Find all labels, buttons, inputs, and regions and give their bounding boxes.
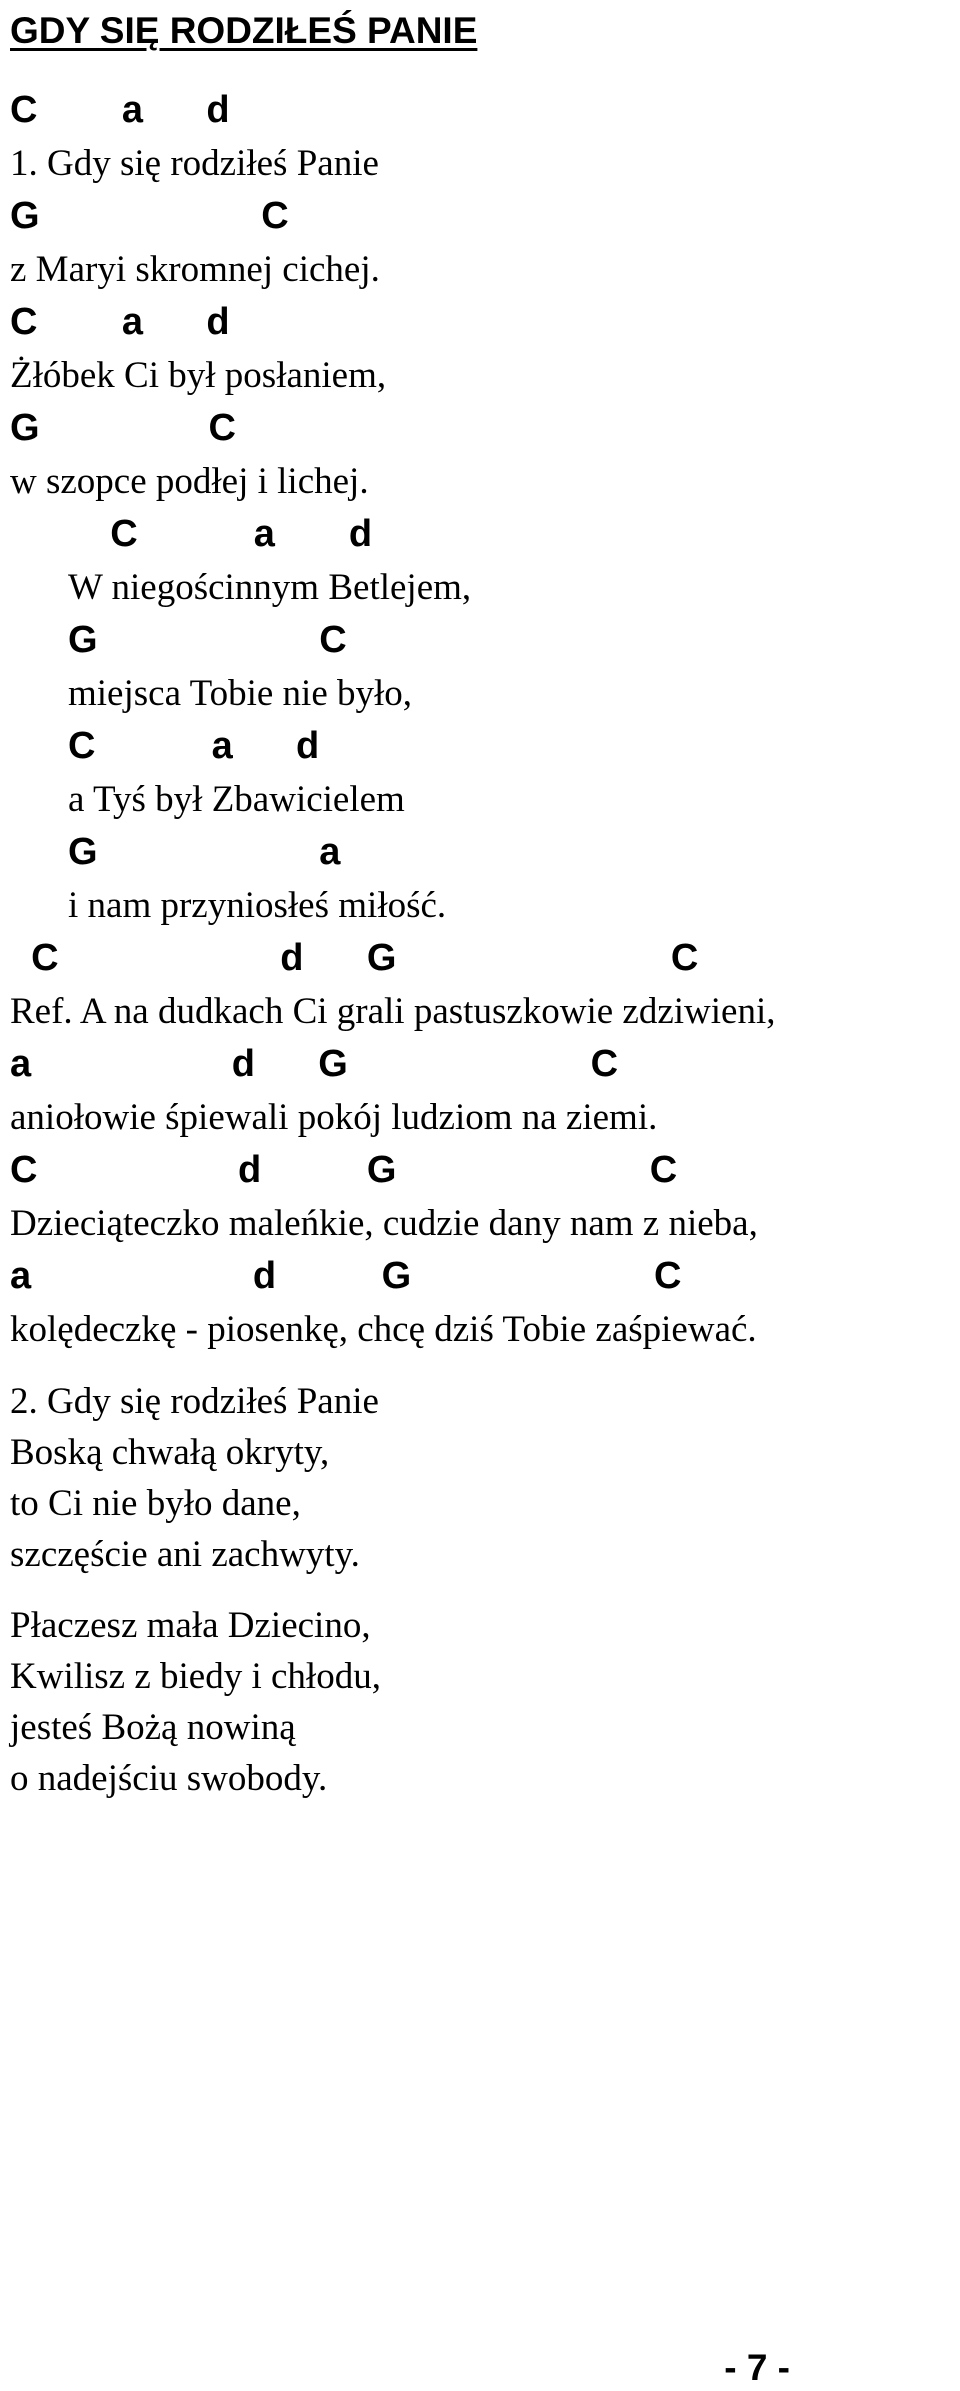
lyric-line: 2. Gdy się rodziłeś Panie bbox=[10, 1381, 379, 1422]
lyric-line: to Ci nie było dane, bbox=[10, 1483, 301, 1524]
chord-line-pair bbox=[0, 508, 960, 614]
chord-line-pair bbox=[0, 1038, 960, 1144]
chord-line: G C bbox=[68, 619, 347, 661]
chord-line: G C bbox=[10, 407, 236, 449]
chord-line-pair bbox=[0, 1250, 960, 1356]
refrain bbox=[0, 932, 960, 1356]
chord-line-pair bbox=[0, 720, 960, 826]
chord-line: a d G C bbox=[10, 1255, 682, 1297]
chord-line-pair bbox=[0, 826, 960, 932]
lyric-line: Ref. A na dudkach Ci grali pastuszkowie zdziwieni, bbox=[10, 991, 776, 1032]
lyric-line: i nam przyniosłeś miłość. bbox=[68, 885, 447, 926]
lyric-line: W niegościnnym Betlejem, bbox=[68, 567, 472, 608]
lyric-line: Żłóbek Ci był posłaniem, bbox=[10, 355, 387, 396]
chord-line: a d G C bbox=[10, 1043, 619, 1085]
chord-line: C a d bbox=[10, 89, 230, 131]
lyric-line: kolędeczkę - piosenkę, chcę dziś Tobie zaśpiewać. bbox=[10, 1309, 757, 1350]
lyric-line: jesteś Bożą nowiną bbox=[10, 1707, 296, 1748]
lyric-line: miejsca Tobie nie było, bbox=[68, 673, 413, 714]
chord-line-pair bbox=[0, 296, 960, 402]
chord-line: C a d bbox=[68, 725, 320, 767]
song-body bbox=[0, 84, 960, 1804]
lyric-line: Kwilisz z biedy i chłodu, bbox=[10, 1656, 381, 1697]
chord-line: C a d bbox=[10, 301, 230, 343]
song-title: GDY SIĘ RODZIŁEŚ PANIE bbox=[10, 10, 478, 51]
verse-2-continuation bbox=[0, 1600, 960, 1804]
chord-line-pair bbox=[0, 402, 960, 508]
verse-1 bbox=[0, 84, 960, 932]
verse-2 bbox=[0, 1376, 960, 1580]
chord-line-pair bbox=[0, 1144, 960, 1250]
chord-line: C a d bbox=[68, 513, 373, 555]
chord-line: G C bbox=[10, 195, 289, 237]
chord-line-pair bbox=[0, 190, 960, 296]
lyric-line: Dzieciąteczko maleńkie, cudzie dany nam z nieba, bbox=[10, 1203, 758, 1244]
lyric-line: 1. Gdy się rodziłeś Panie bbox=[10, 143, 379, 184]
lyric-line: w szopce podłej i lichej. bbox=[10, 461, 369, 502]
chord-line: G a bbox=[68, 831, 341, 873]
lyric-line: Boską chwałą okryty, bbox=[10, 1432, 330, 1473]
chord-line-pair bbox=[0, 932, 960, 1038]
lyric-line: szczęście ani zachwyty. bbox=[10, 1534, 360, 1575]
page-number: - 7 - bbox=[724, 2347, 790, 2388]
lyric-line: a Tyś był Zbawicielem bbox=[68, 779, 405, 820]
lyric-line: aniołowie śpiewali pokój ludziom na ziemi. bbox=[10, 1097, 658, 1138]
lyric-line: o nadejściu swobody. bbox=[10, 1758, 328, 1799]
chord-line-pair bbox=[0, 84, 960, 190]
chord-line-pair bbox=[0, 614, 960, 720]
chord-line: C d G C bbox=[10, 937, 699, 979]
chord-line: C d G C bbox=[10, 1149, 678, 1191]
lyric-line: z Maryi skromnej cichej. bbox=[10, 249, 380, 290]
lyric-line: Płaczesz mała Dziecino, bbox=[10, 1605, 371, 1646]
